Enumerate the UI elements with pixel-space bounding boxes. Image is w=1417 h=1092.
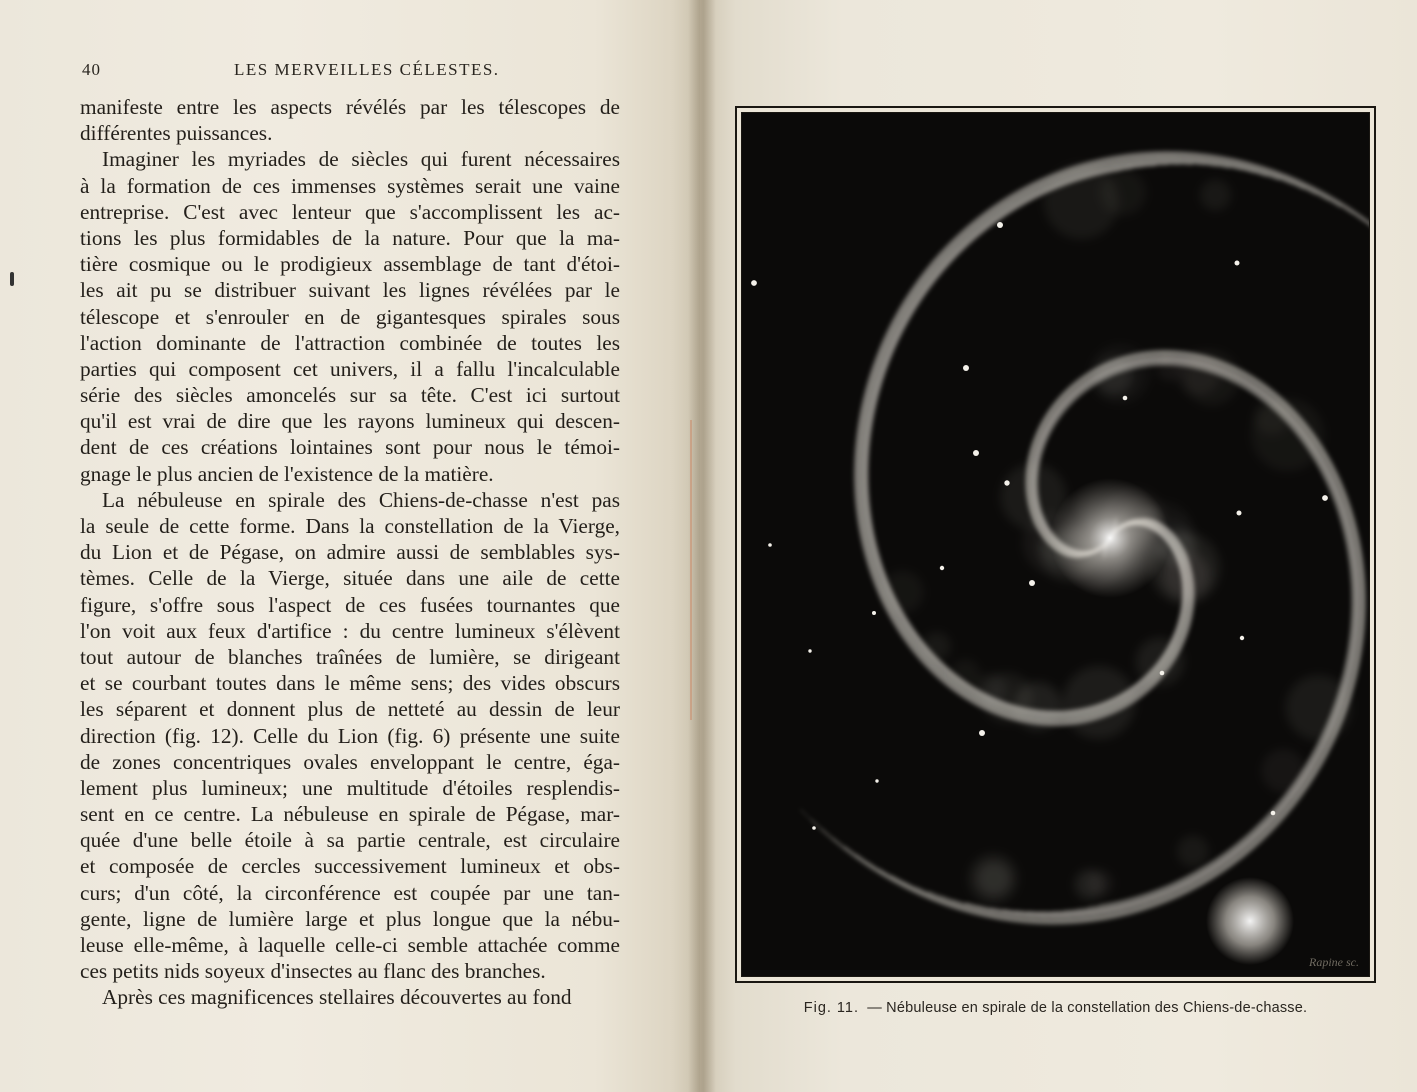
text-line: leuse elle-même, à laquelle celle-ci semble attachée comme [80, 933, 620, 957]
running-header [82, 60, 622, 86]
text-line: du Lion et de Pégase, on admire aussi de semblables sys- [80, 540, 620, 565]
body-text [80, 94, 620, 1011]
page-number: 40 [82, 60, 101, 79]
text-line: télescope et s'enrouler en de gigantesques spirales sous [80, 304, 620, 329]
margin-ink-mark [10, 272, 14, 286]
text-line: dent de ces créations lointaines sont pour nous le témoi- [80, 435, 620, 460]
nebula-core [1050, 478, 1170, 598]
star [1237, 511, 1242, 516]
text-line: tière cosmique ou le prodigieux assemblage de tant d'étoi- [80, 252, 620, 277]
figure-label: Fig. 11. [803, 1000, 860, 1016]
text-line: la seule de cette forme. Dans la constellation de la Vierge, [80, 514, 620, 538]
text-line: quée d'une belle étoile à sa partie centrale, est circulaire [80, 828, 620, 853]
text-line: gente, ligne de lumière large et plus longue que la nébu- [80, 906, 620, 931]
text-line: tèmes. Celle de la Vierge, située dans une aile de cette [80, 566, 620, 591]
text-line: tions les plus formidables de la nature. Pour que la ma- [80, 225, 620, 250]
figure-caption-text: — Nébuleuse en spirale de la constellation des Chiens-de-chasse. [867, 1000, 1308, 1016]
spiral-nebula-illustration [742, 113, 1369, 976]
text-line: les séparent et donnent plus de netteté au dessin de leur [80, 697, 620, 722]
text-line: direction (fig. 12). Celle du Lion (fig. 6) présente une suite [80, 723, 620, 748]
text-line: tout autour de blanches traînées de lumière, se dirigeant [80, 644, 620, 669]
text-line: entreprise. C'est avec lenteur que s'accomplissent les ac- [80, 199, 620, 224]
text-line: gnage le plus ancien de l'existence de la matière. [80, 461, 494, 486]
text-line: ces petits nids soyeux d'insectes au flanc des branches. [80, 959, 546, 984]
text-line: Après ces magnificences stellaires découvertes au fond [102, 985, 572, 1010]
text-line: curs; d'un côté, la circonférence est coupée par une tan- [80, 880, 620, 905]
companion-nebula [1206, 877, 1294, 965]
star [1240, 636, 1244, 640]
star [1160, 671, 1165, 676]
star [808, 649, 811, 652]
star [1029, 580, 1035, 586]
figure-caption [735, 1000, 1376, 1016]
running-title: LES MERVEILLES CÉLESTES. [234, 60, 500, 79]
star [1004, 480, 1009, 485]
text-line: La nébuleuse en spirale des Chiens-de-chasse n'est pas [102, 487, 620, 512]
text-line: série des siècles amoncelés sur sa tête. C'est ici surtout [80, 383, 620, 408]
text-line: à la formation de ces immenses systèmes serait une vaine [80, 173, 620, 198]
text-line: l'on voit aux feux d'artifice : du centre lumineux s'élèvent [80, 618, 620, 643]
star [1235, 261, 1240, 266]
star [768, 543, 772, 547]
text-line: figure, s'offre sous l'aspect de ces fusées tournantes que [80, 592, 620, 617]
star [997, 222, 1003, 228]
text-line: différentes puissances. [80, 121, 273, 146]
star [875, 779, 878, 782]
figure-plate [735, 106, 1376, 983]
text-line: et composée de cercles successivement lumineux et obs- [80, 854, 620, 879]
text-line: manifeste entre les aspects révélés par les télescopes de [80, 95, 620, 119]
text-line: Imaginer les myriades de siècles qui furent nécessaires [102, 147, 620, 172]
text-line: de zones concentriques ovales enveloppant le centre, éga- [80, 749, 620, 774]
text-line: et se courbant toutes dans le même sens; des vides obscurs [80, 671, 620, 696]
star [1271, 811, 1276, 816]
star [940, 566, 944, 570]
text-line: les ait pu se distribuer suivant les lignes révélées par le [80, 278, 620, 303]
engraver-signature: Rapine sc. [1309, 955, 1359, 969]
star [973, 450, 979, 456]
star [963, 365, 969, 371]
text-line: qu'il est vrai de dire que les rayons lumineux qui descen- [80, 409, 620, 434]
star [1322, 495, 1328, 501]
text-line: l'action dominante de l'attraction combinée de toutes les [80, 330, 620, 355]
star [979, 730, 985, 736]
text-line: lement plus lumineux; une multitude d'étoiles resplendis- [80, 775, 620, 800]
text-line: sent en ce centre. La nébuleuse en spirale de Pégase, mar- [80, 802, 620, 827]
star [751, 280, 757, 286]
star [872, 611, 876, 615]
star [812, 826, 816, 830]
nebula-engraving [741, 112, 1370, 977]
book-gutter [688, 0, 716, 1092]
margin-pencil-line [690, 420, 692, 720]
star [1123, 396, 1128, 401]
text-line: parties qui composent cet univers, il a fallu l'incalculable [80, 356, 620, 381]
